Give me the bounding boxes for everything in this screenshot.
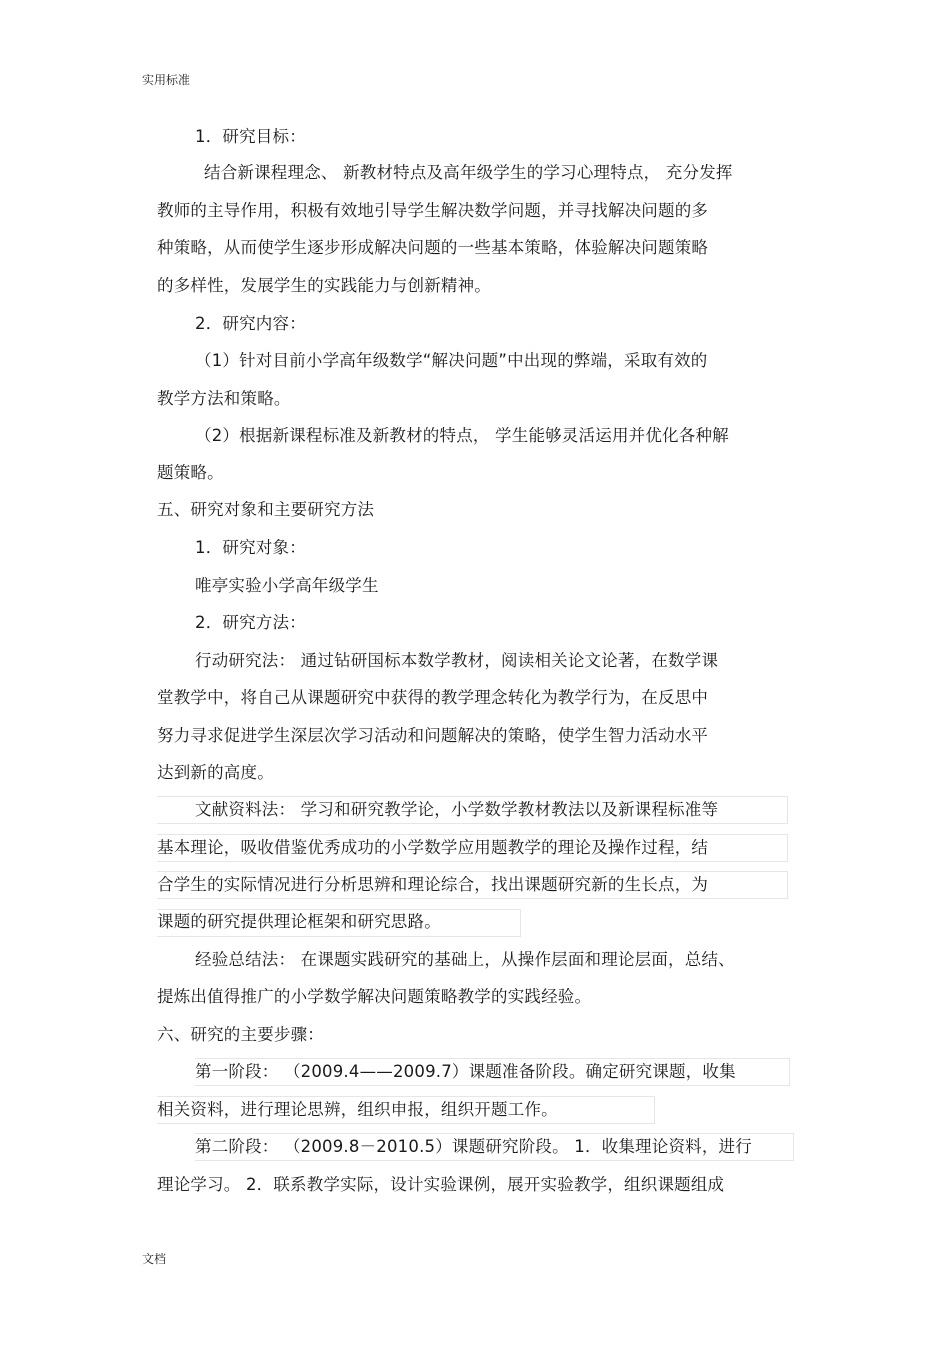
text-line: 1．研究目标： (195, 127, 306, 146)
text-line: （1）针对目前小学高年级数学“解决问题”中出现的弊端，采取有效的 (195, 351, 708, 370)
page-footer: 文档 (142, 1252, 167, 1266)
text-line: 2．研究内容： (195, 314, 306, 333)
text-line: 题策略。 (157, 463, 224, 482)
text-line: 唯亭实验小学高年级学生 (195, 576, 379, 595)
text-line: 第二阶段： （2009.8－2010.5）课题研究阶段。 1．收集理论资料，进行 (195, 1137, 752, 1156)
text-line: 行动研究法： 通过钻研国标本数学教材，阅读相关论文论著，在数学课 (195, 651, 719, 670)
text-line: 种策略，从而使学生逐步形成解决问题的一些基本策略，体验解决问题策略 (157, 238, 709, 257)
page-header: 实用标准 (142, 73, 191, 87)
text-line: 理论学习。 2．联系教学实际，设计实验课例，展开实验教学，组织课题组成 (157, 1175, 725, 1194)
text-line: 2．研究方法： (195, 613, 306, 632)
text-line: 努力寻求促进学生深层次学习活动和问题解决的策略，使学生智力活动水平 (157, 726, 709, 745)
text-line: 堂教学中，将自己从课题研究中获得的教学理念转化为教学行为，在反思中 (157, 688, 709, 707)
text-line: 达到新的高度。 (157, 763, 274, 782)
text-line: 文献资料法： 学习和研究教学论，小学数学教材教法以及新课程标准等 (195, 800, 719, 819)
text-line: 教师的主导作用，积极有效地引导学生解决数学问题，并寻找解决问题的多 (157, 201, 709, 220)
text-line: 提炼出值得推广的小学数学解决问题策略教学的实践经验。 (157, 987, 592, 1006)
text-line: 合学生的实际情况进行分析思辨和理论综合，找出课题研究新的生长点，为 (157, 875, 709, 894)
text-line: 的多样性，发展学生的实践能力与创新精神。 (157, 276, 491, 295)
text-line: 相关资料，进行理论思辨，组织申报，组织开题工作。 (157, 1100, 558, 1119)
text-line: 第一阶段： （2009.4——2009.7）课题准备阶段。确定研究课题，收集 (195, 1062, 736, 1081)
text-line: （2）根据新课程标准及新教材的特点， 学生能够灵活运用并优化各种解 (195, 426, 729, 445)
text-line: 基本理论，吸收借鉴优秀成功的小学数学应用题教学的理论及操作过程，结 (157, 838, 709, 857)
section-heading: 五、研究对象和主要研究方法 (157, 500, 375, 519)
text-line: 1．研究对象： (195, 538, 306, 557)
section-heading: 六、研究的主要步骤： (157, 1025, 324, 1044)
text-line: 结合新课程理念、 新教材特点及高年级学生的学习心理特点， 充分发挥 (204, 163, 733, 182)
text-line: 课题的研究提供理论框架和研究思路。 (157, 912, 441, 931)
text-line: 教学方法和策略。 (157, 389, 291, 408)
text-line: 经验总结法： 在课题实践研究的基础上，从操作层面和理论层面，总结、 (195, 950, 735, 969)
